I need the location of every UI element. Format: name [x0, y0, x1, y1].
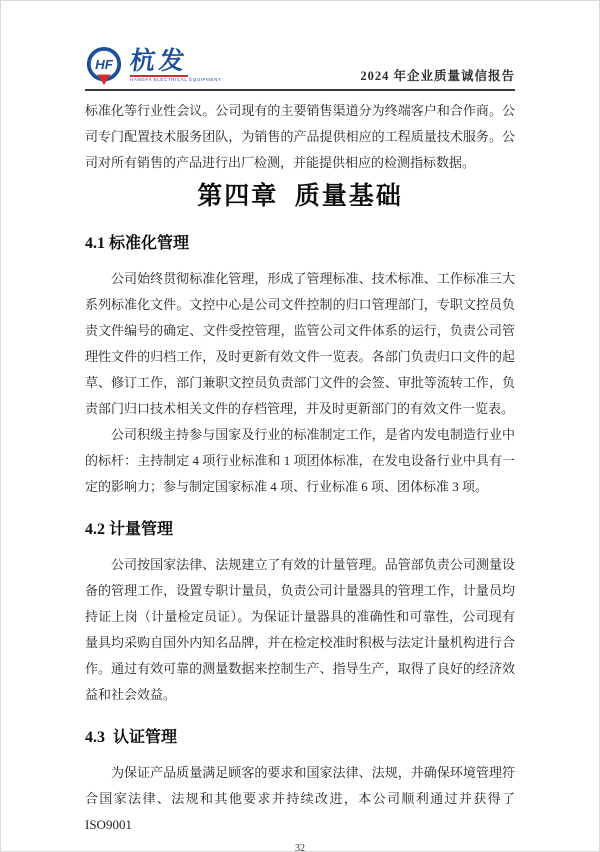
- intro-paragraph: 标准化等行业性会议。公司现有的主要销售渠道分为终端客户和合作商。公司专门配置技术服务团队，为销售的产品提供相应的工程质量技术服务。公司对所有销售的产品进行出厂检测，并能提供相应的检测指标数据。: [85, 103, 515, 170]
- page-footer: [85, 838, 515, 852]
- company-logo: [85, 46, 221, 86]
- section-4-2-paragraph-1: 公司按国家法律、法规建立了有效的计量管理。品管部负责公司测量设备的管理工作，设置专职计量员，负责公司计量器具的管理工作，计量员均持证上岗（计量检定员证）。为保证计量器具的准确性和可靠性，公司现有量具均采购自国外内知名品牌，并在检定校准时积极与法定计量机构进行合作。通过有效可靠的测量数据来控制生产、指导生产，取得了良好的经济效益和社会效益。: [85, 557, 515, 702]
- brand-name: 杭发: [128, 48, 190, 76]
- page-header: [85, 42, 515, 91]
- section-heading-4-1: 4.1 标准化管理: [85, 235, 190, 252]
- section-heading-4-3: 4.3 认证管理: [85, 729, 178, 746]
- section-4-1-paragraph-2: 公司积级主持参与国家及行业的标准制定工作，是省内发电制造行业中的标杆：主持制定 4 项行业标准和 1 项团体标准，在发电设备行业中具有一定的影响力；参与制定国家标准 4 项、行业标准 6 项、团体标准 3 项。: [85, 427, 515, 494]
- hf-logo-icon: [85, 46, 123, 86]
- page-number: 32: [295, 843, 305, 852]
- logo-tagline: HANGFA ELECTRICAL EQUIPMENT: [130, 77, 222, 83]
- section-4-1-paragraph-1: 公司始终贯彻标准化管理，形成了管理标准、技术标准、工作标准三大系列标准化文件。文控中心是公司文件控制的归口管理部门，专职文控员负责文件编号的确定、文件受控管理，监管公司文件体系的运行，负责公司管理性文件的归档工作，及时更新有效文件一览表。各部门负责归口文件的起草、修订工作，部门兼职文控员负责部门文件的会签、审批等流转工作，负责部门归口技术相关文件的存档管理，并及时更新部门的有效文件一览表。: [85, 271, 515, 416]
- chapter-title: 第四章 质量基础: [197, 183, 403, 210]
- report-title: 2024 年企业质量诚信报告: [360, 69, 515, 83]
- brand-block: [130, 49, 221, 83]
- section-heading-4-2: 4.2 计量管理: [85, 521, 174, 538]
- hf-monogram: HF: [95, 56, 113, 72]
- section-4-3-paragraph-1: 为保证产品质量满足顾客的要求和国家法律、法规，并确保环境管理符合国家法律、法规和其他要求并持续改进，本公司顺利通过并获得了 ISO9001: [85, 765, 515, 832]
